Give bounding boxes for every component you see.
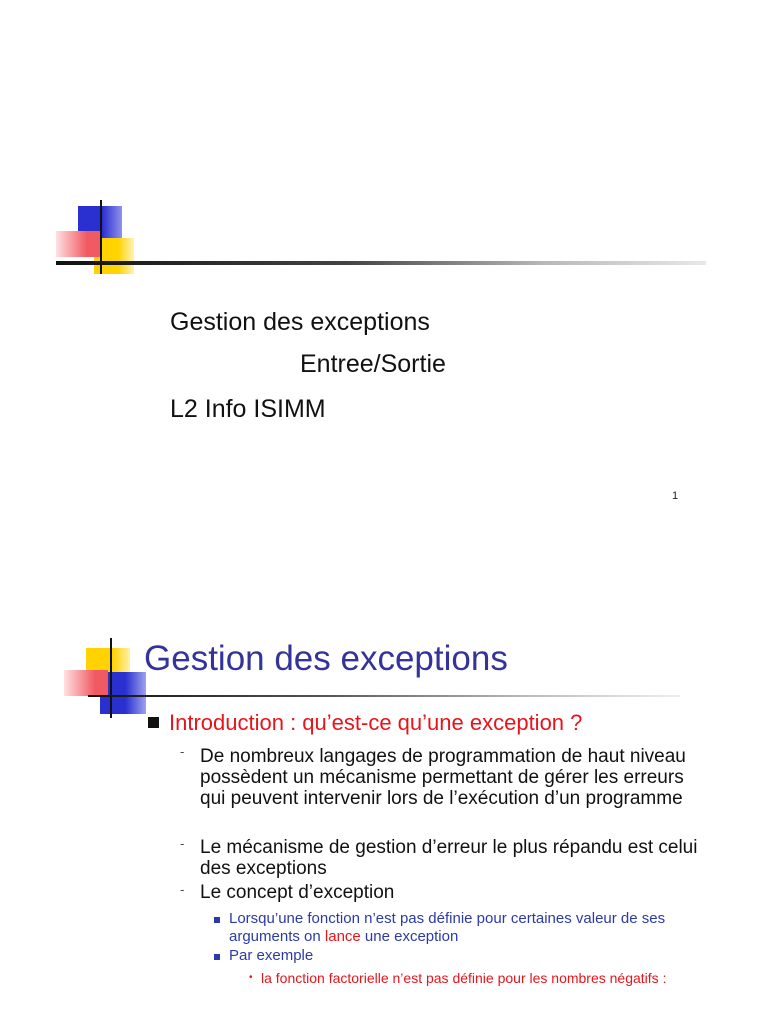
deco-vertical-line [110,638,112,718]
sub-item: De nombreux langages de programmation de haut niveau possèdent un mécanisme permettant de gérer les erreurs qui peuvent intervenir lors de l’exécution d’un programme [200,746,686,809]
highlight-word: lance [324,928,361,945]
slide-title-line-3: L2 Info ISIMM [170,395,326,423]
slide-title-line-2: Entree/Sortie [300,350,446,378]
dot-bullet-icon: • [249,972,253,983]
slide-title: Gestion des exceptions [144,639,508,678]
square-bullet-icon [148,717,159,728]
dash-bullet-icon: - [180,836,185,851]
deco-red-square [56,231,100,257]
content-slide [0,520,768,1024]
slide-title-line-1: Gestion des exceptions [170,308,430,336]
sub-item: Le mécanisme de gestion d’erreur le plus répandu est celui des exceptions [200,837,698,879]
deco-red-square [64,670,108,696]
concept-item [229,910,699,946]
deco-horizontal-rule [56,261,706,265]
dash-bullet-icon: - [180,744,185,759]
sub-item: Le concept d’exception [200,882,395,903]
dash-bullet-icon: - [180,882,185,897]
small-square-bullet-icon [214,917,220,923]
concept-item: Par exemple [229,947,314,964]
small-square-bullet-icon [214,954,220,960]
example-item: la fonction factorielle n’est pas définie pour les nombres négatifs : [261,970,667,986]
deco-horizontal-rule [88,695,680,697]
page-number: 1 [672,490,679,502]
concept-text-end: une exception [360,928,459,945]
main-bullet-text: Introduction : qu’est-ce qu’une exception ? [169,710,583,735]
concept-text: Lorsqu’une fonction n’est pas définie pour certaines valeur de ses arguments on [229,910,666,945]
main-bullet [148,710,582,736]
